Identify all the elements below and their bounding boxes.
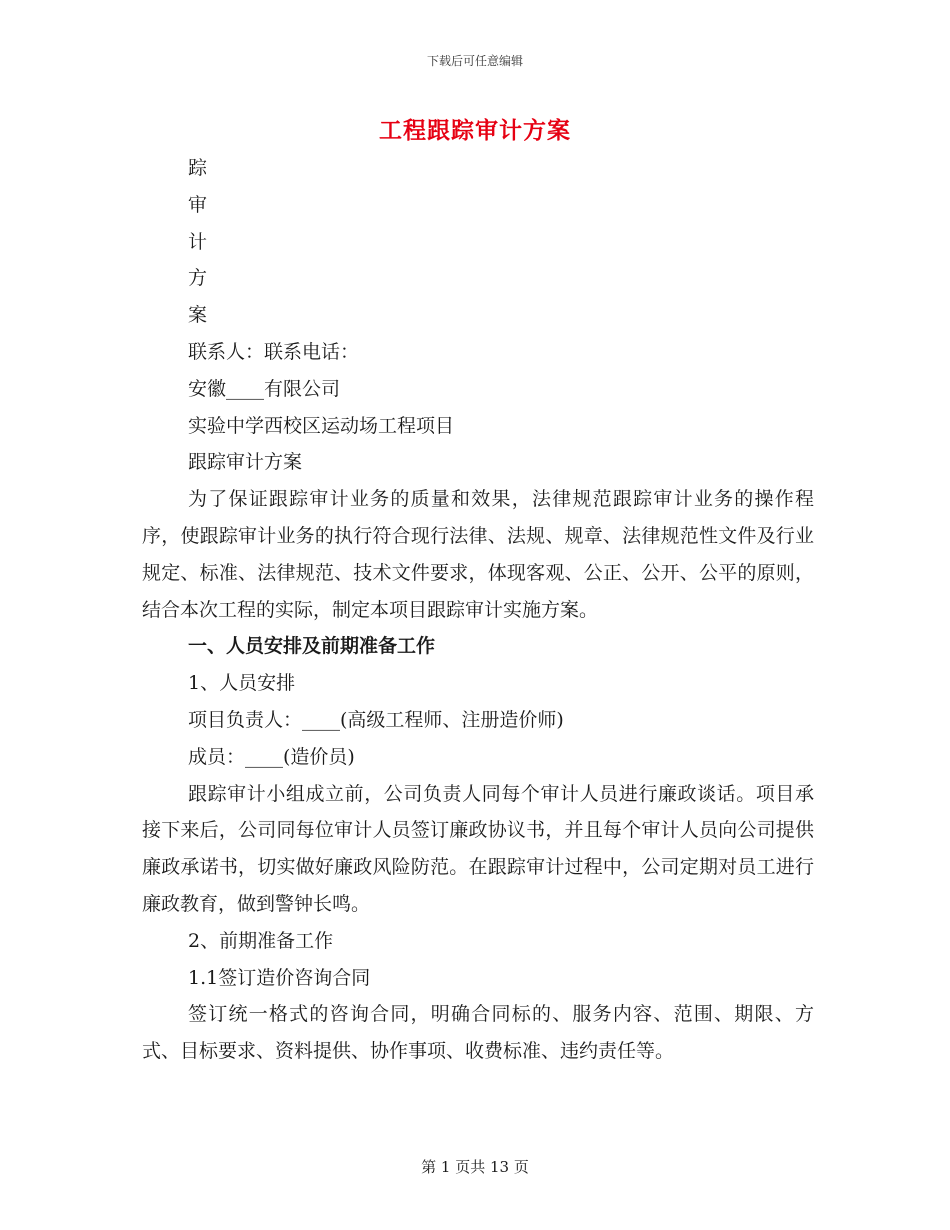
project-leader-line: 项目负责人：____(高级工程师、注册造价师) — [188, 708, 564, 731]
cover-char: 方 — [188, 267, 208, 290]
subsection-heading: 2、前期准备工作 — [188, 929, 334, 952]
company-line: 安徽____有限公司 — [188, 377, 341, 400]
section-heading: 一、人员安排及前期准备工作 — [188, 635, 436, 658]
page-number: 第 1 页共 13 页 — [421, 1158, 529, 1176]
integrity-paragraph: 跟踪审计小组成立前，公司负责人同每个审计人员进行廉政谈话。项目承接下来后，公司同每位审计人员签订廉政协议书，并且每个审计人员向公司提供廉政承诺书，切实做好廉政风险防范。在跟踪审计过程中，公司定期对员工进行廉政教育，做到警钟长鸣。 — [142, 782, 814, 915]
subtitle-line: 跟踪审计方案 — [188, 451, 303, 474]
document-body — [142, 150, 814, 1070]
contact-line: 联系人：联系电话： — [188, 340, 360, 363]
cover-char: 审 — [188, 193, 208, 216]
project-line: 实验中学西校区运动场工程项目 — [188, 414, 455, 437]
intro-paragraph: 为了保证跟踪审计业务的质量和效果，法律规范跟踪审计业务的操作程序，使跟踪审计业务的执行符合现行法律、法规、规章、法律规范性文件及行业规定、标准、法律规范、技术文件要求，体现客观、公正、公开、公平的原则，结合本次工程的实际，制定本项目跟踪审计实施方案。 — [142, 488, 814, 621]
member-line: 成员：____(造价员) — [188, 745, 355, 768]
contract-paragraph: 签订统一格式的咨询合同，明确合同标的、服务内容、范围、期限、方式、目标要求、资料提供、协作事项、收费标准、违约责任等。 — [142, 1003, 814, 1063]
cover-char: 计 — [188, 230, 208, 253]
document-title: 工程跟踪审计方案 — [379, 117, 571, 144]
header-note: 下载后可任意编辑 — [426, 54, 523, 68]
subsection-heading: 1、人员安排 — [188, 672, 296, 695]
cover-char: 案 — [188, 304, 208, 327]
subsubsection-heading: 1.1签订造价咨询合同 — [188, 966, 371, 989]
cover-char: 踪 — [188, 157, 208, 179]
